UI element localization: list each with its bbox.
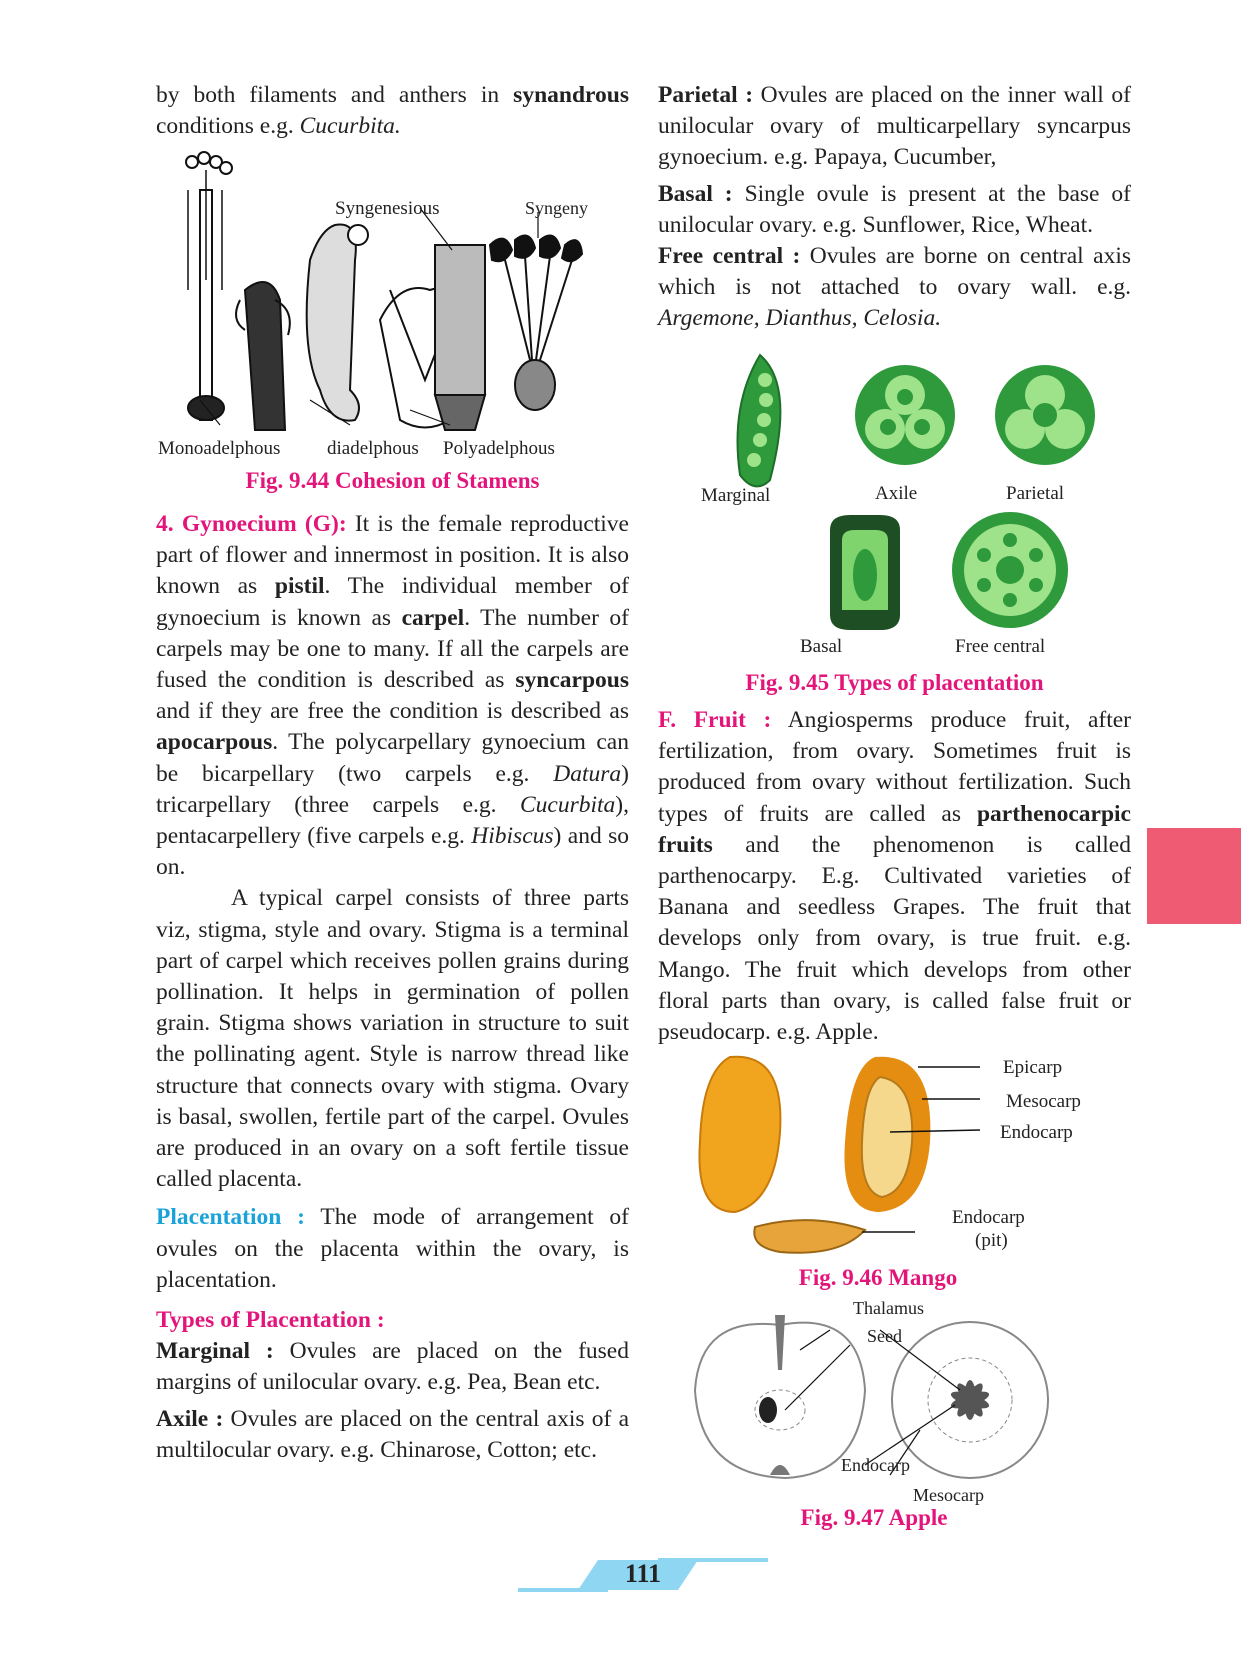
label-pit: (pit) [975,1230,1008,1251]
label-epicarp: Epicarp [1003,1057,1063,1078]
mango-figure [690,1052,1010,1267]
label-free-central: Free central [955,636,1046,657]
label-syngenesious: Syngenesious [335,198,440,219]
basal-paragraph: Basal : Single ovule is present at the base of unilocular ovary. e.g. Sunflower, Rice, Wheat. [658,180,1131,238]
gynoecium-paragraph: 4. Gynoecium (G): It is the female reproductive part of flower and innermost in position. It is also known as pistil. The individual member of gynoecium is known as carpel. The number of carpels may be one to many. If all the carpels are fused the condition is described as syncarpous and if they are free the condition is described as apocarpous. The polycarpellary gynoecium can be bicarpellary (two carpels e.g. Datura) tricarpellary (three carpels e.g. Cucurbita), pentacarpellery (five carpels e.g. Hibiscus) and so on. A typical carpel consists of three parts viz, stigma, style and ovary. Stigma is a terminal part of carpel which receives pollen grains during pollination. It helps in germination of pollen grain. Stigma shows variation in structure to suit the pollinating agent. Style is narrow thread like structure that connects ovary with stigma. Ovary is basal, swollen, fertile part of the carpel. Ovules are produced in an ovary on a soft fertile tissue called placenta. Placentation : The mode of arrangement of ovules on the placenta within the ovary, is placentation. Types of Placentation : Marginal : Ovules are placed on the fused margins of unilocular ovary. e.g. Pea, Bean etc. Axile : Ovules are placed on the central axis of a multilocular ovary. e.g. Chinarose, Cotton; etc. [156,509,629,1466]
label-endocarp: Endocarp [1000,1122,1073,1143]
label-monoadelphous: Monoadelphous [158,438,281,459]
label-endocarp-pit: Endocarp [952,1207,1025,1228]
label-mesocarp: Mesocarp [1006,1091,1081,1112]
label-basal: Basal [800,636,843,657]
axile-paragraph: Axile : Ovules are placed on the central axis of a multilocular ovary. e.g. Chinarose, Cotton; etc. [156,1405,629,1463]
figure-caption-9-44: Fig. 9.44 Cohesion of Stamens [245,468,540,493]
right-top-text [658,80,1131,335]
fruit-paragraph: F. Fruit : Angiosperms produce fruit, after fertilization, from ovary. Sometimes fruit is produced from ovary without fertilization. Such types of fruits are called as parthenocarpic fruits and the phenomenon is called parthenocarpy. E.g. Cultivated varieties of Banana and seedless Grapes. The fruit that develops only from ovary, is true fruit. e.g. Mango. The fruit which develops from other floral parts than ovary, is called false fruit or pseudocarp. e.g. Apple. [658,707,1131,1046]
figure-caption-9-45: Fig. 9.45 Types of placentation [745,670,1044,695]
label-marginal: Marginal [701,485,771,506]
label-diadelphous: diadelphous [327,438,419,459]
carpel-paragraph: A typical carpel consists of three parts viz, stigma, style and ovary. Stigma is a terminal part of carpel which receives pollen grains during pollination. It helps in germination of pollen grain. Stigma shows variation in structure to suit the pollinating agent. Style is narrow thread like structure that connects ovary with stigma. Ovary is basal, swollen, fertile part of the carpel. Ovules are produced in an ovary on a soft fertile tissue called placenta. [156,885,629,1193]
types-heading: Types of Placentation : [156,1307,385,1334]
free-central-paragraph: Free central : Ovules are borne on central axis which is not attached to ovary wall. e.g. Argemone, Dianthus, Celosia. [658,243,1131,332]
label-thalamus: Thalamus [853,1298,924,1318]
label-apple-mesocarp: Mesocarp [913,1485,984,1505]
figure-caption-9-47: Fig. 9.47 Apple [800,1505,948,1530]
left-intro: by both filaments and anthers in synandrous conditions e.g. Cucurbita. [156,82,629,140]
page-number: 111 [624,1559,662,1588]
stamen-cohesion-figure [160,150,620,440]
label-polyadelphous: Polyadelphous [443,438,555,459]
marginal-paragraph: Marginal : Ovules are placed on the fused margins of unilocular ovary. e.g. Pea, Bean etc. [156,1338,629,1396]
label-syngeny: Syngeny [525,198,588,218]
chapter-side-tab [1147,828,1241,924]
label-seed: Seed [867,1326,902,1346]
placentation-paragraph: Placentation : The mode of arrangement of ovules on the placenta within the ovary, is placentation. [156,1204,629,1293]
parietal-paragraph: Parietal : Ovules are placed on the inner wall of unilocular ovary of multicarpellary syncarpus gynoecium. e.g. Papaya, Cucumber, [658,82,1131,171]
label-parietal: Parietal [1006,483,1065,504]
label-axile: Axile [875,483,918,504]
label-apple-endocarp: Endocarp [841,1455,910,1475]
figure-caption-9-46: Fig. 9.46 Mango [798,1265,958,1290]
